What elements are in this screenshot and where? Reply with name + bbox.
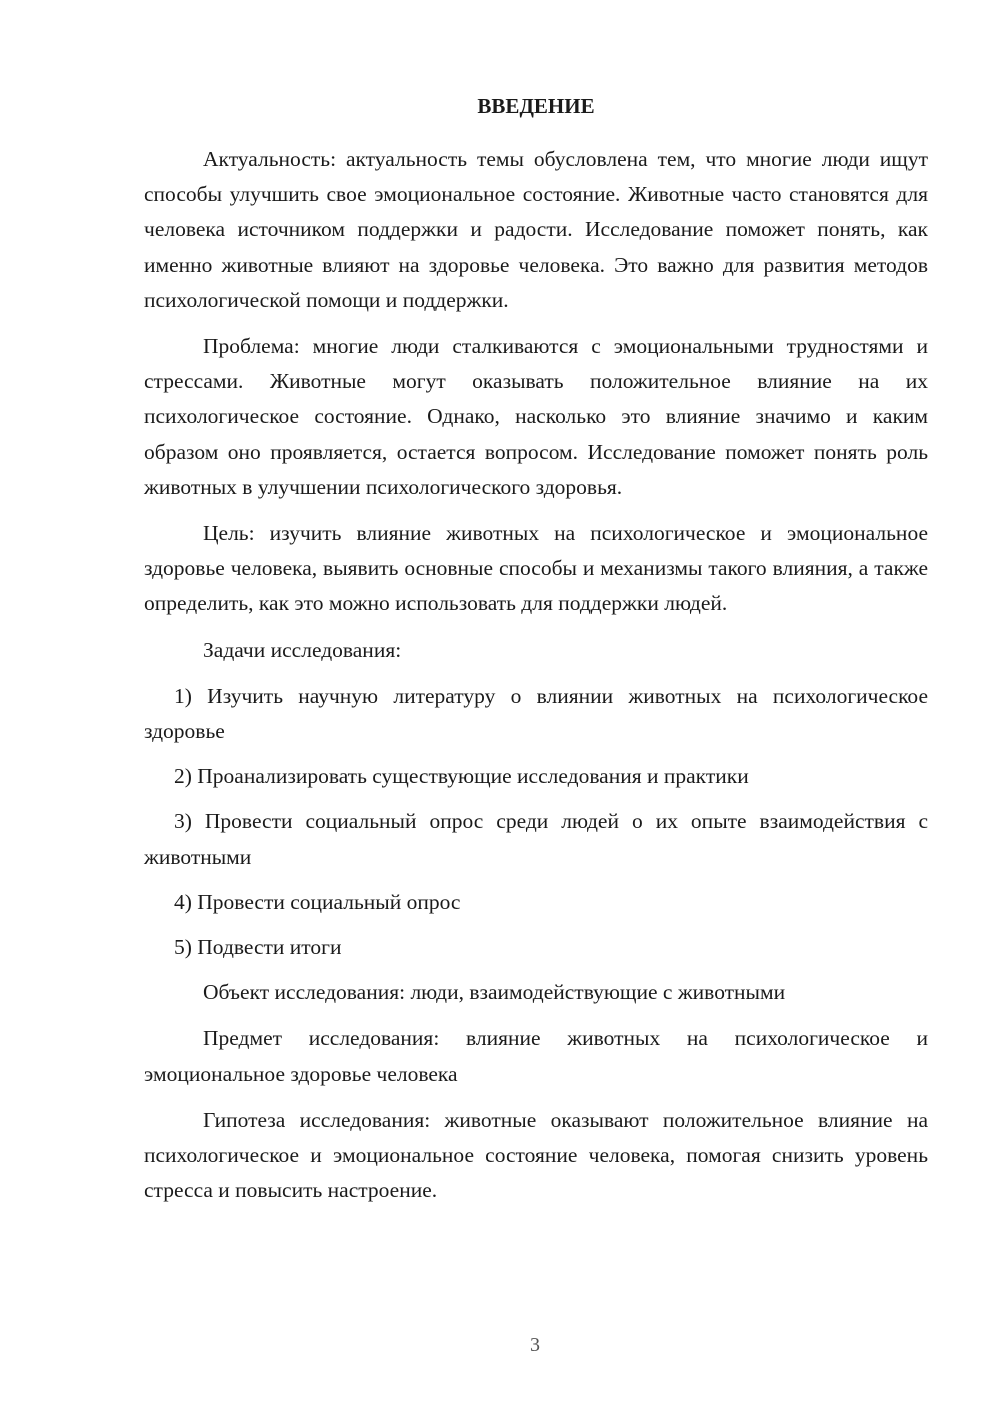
page-content bbox=[144, 94, 928, 1219]
task-item-1: 1) Изучить научную литературу о влиянии животных на психологическое здоровье bbox=[144, 683, 928, 744]
object-paragraph: Объект исследования: люди, взаимодействующие с животными bbox=[203, 980, 786, 1005]
goal-paragraph: Цель: изучить влияние животных на психологическое и эмоциональное здоровье человека, выявить основные способы и механизмы такого влияния, а также определить, как это можно использовать для поддержки людей. bbox=[144, 521, 928, 616]
section-title: ВВЕДЕНИЕ bbox=[477, 94, 595, 118]
hypothesis-paragraph: Гипотеза исследования: животные оказывают положительное влияние на психологическое и эмоциональное состояние человека, помогая снизить уровень стресса и повысить настроение. bbox=[144, 1107, 928, 1203]
subject-paragraph: Предмет исследования: влияние животных на психологическое и эмоциональное здоровье человека bbox=[144, 1026, 928, 1086]
relevance-paragraph: Актуальность: актуальность темы обусловлена тем, что многие люди ищут способы улучшить свое эмоциональное состояние. Животные часто становятся для человека источником поддержки и радости. Исследование поможет понять, как именно животные влияют на здоровье человека. Это важно для развития методов психологической помощи и поддержки. bbox=[144, 147, 928, 312]
task-item-4: 4) Провести социальный опрос bbox=[174, 889, 461, 914]
tasks-heading: Задачи исследования: bbox=[203, 637, 402, 662]
task-item-2: 2) Проанализировать существующие исследования и практики bbox=[174, 764, 749, 789]
problem-paragraph: Проблема: многие люди сталкиваются с эмоциональными трудностями и стрессами. Животные могут оказывать положительное влияние на их психологическое состояние. Однако, насколько это влияние значимо и каким образом оно проявляется, остается вопросом. Исследование поможет понять роль животных в улучшении психологического здоровья. bbox=[144, 334, 928, 499]
task-item-5: 5) Подвести итоги bbox=[174, 935, 342, 960]
task-item-3: 3) Провести социальный опрос среди людей о их опыте взаимодействия с животными bbox=[144, 809, 928, 869]
page-number: 3 bbox=[530, 1334, 540, 1356]
